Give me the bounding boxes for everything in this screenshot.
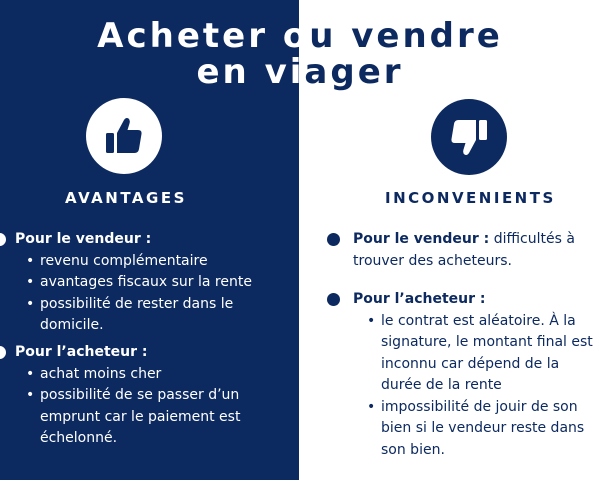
page-title	[0, 18, 600, 90]
title-line-2-right: ager	[304, 52, 404, 92]
section-title: Pour le vendeur :	[353, 231, 490, 247]
list-item: • possibilité de se passer d’un emprunt car le paiement est échelonné.	[26, 385, 299, 450]
list-item: • revenu complémentaire	[26, 251, 299, 273]
inconvenients-acheteur-list	[367, 311, 599, 462]
inconvenients-vendeur-section	[353, 229, 600, 272]
bullet-dot	[327, 293, 340, 306]
section-text: difficultés à trouver des acheteurs.	[353, 231, 575, 269]
title-line-2	[0, 54, 600, 90]
thumbs-down-icon	[431, 99, 507, 175]
bullet-dot	[327, 233, 340, 246]
section-title: Pour l’acheteur :	[353, 291, 486, 307]
avantages-vendeur-section	[15, 229, 299, 337]
list-item: • le contrat est aléatoire. À la signature, le montant final est inconnu car dépend de la durée de la rente	[367, 311, 599, 397]
list-item: • avantages fiscaux sur la rente	[26, 272, 299, 294]
title-line-1-right: u vendre	[309, 16, 503, 56]
title-line-2-left: en vi	[196, 52, 305, 92]
list-item: • possibilité de rester dans le domicile.	[26, 294, 299, 337]
avantages-vendeur-list	[26, 251, 299, 337]
inconvenients-heading: INCONVENIENTS	[385, 189, 556, 207]
section-title: Pour l’acheteur :	[15, 344, 148, 360]
avantages-acheteur-list	[26, 364, 299, 450]
section-title: Pour le vendeur :	[15, 231, 152, 247]
title-line-1	[0, 18, 600, 54]
list-item: • impossibilité de jouir de son bien si le vendeur reste dans son bien.	[367, 397, 599, 462]
thumbs-up-icon	[86, 98, 162, 174]
title-line-1-left: Acheter o	[97, 16, 310, 56]
avantages-heading: AVANTAGES	[65, 189, 187, 207]
list-item: • achat moins cher	[26, 364, 299, 386]
avantages-acheteur-section	[15, 342, 299, 450]
inconvenients-acheteur-section	[353, 289, 600, 461]
inconvenients-vendeur-text	[353, 229, 598, 272]
